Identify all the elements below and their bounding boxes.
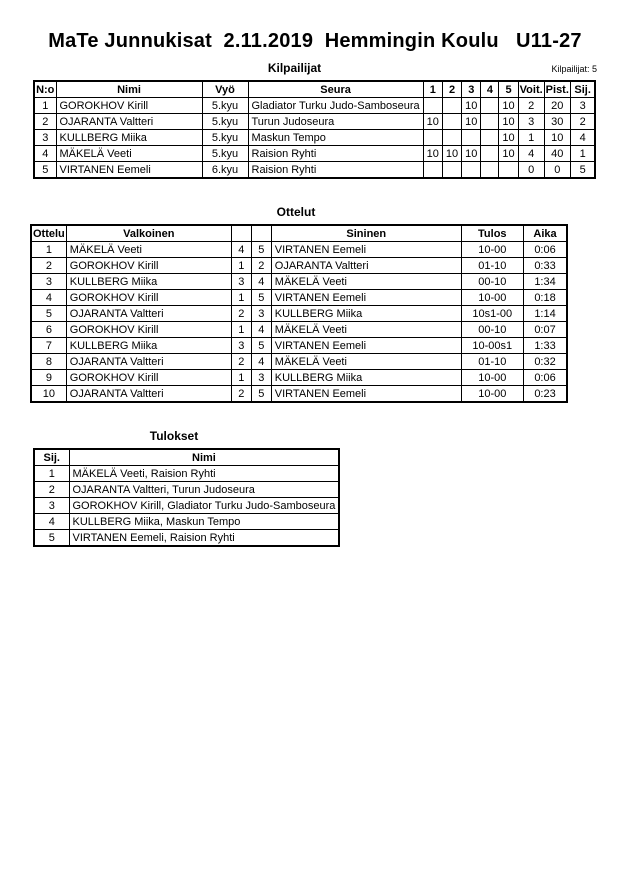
cell-seura: Turun Judoseura bbox=[248, 114, 423, 130]
header-grid-3: 3 bbox=[462, 81, 481, 98]
ottelu-row bbox=[31, 274, 567, 290]
cell-seura: Raision Ryhti bbox=[248, 162, 423, 179]
cell-tulos: 10-00 bbox=[461, 242, 523, 258]
cell-match-no: 5 bbox=[31, 306, 66, 322]
cell-white-name: GOROKHOV Kirill bbox=[66, 258, 231, 274]
cell-aika: 0:33 bbox=[523, 258, 567, 274]
header-grid-5: 5 bbox=[499, 81, 518, 98]
cell-grid-4 bbox=[481, 114, 499, 130]
cell-grid-3: 10 bbox=[462, 98, 481, 114]
cell-grid-2 bbox=[442, 130, 461, 146]
cell-grid-3 bbox=[462, 162, 481, 179]
cell-blue-name: MÄKELÄ Veeti bbox=[271, 274, 461, 290]
kilpailijat-header-row bbox=[34, 81, 595, 98]
cell-nimi bbox=[69, 498, 339, 514]
cell-grid-2 bbox=[442, 114, 461, 130]
header-ottelu: Ottelu bbox=[31, 225, 66, 242]
cell-vyo: 5.kyu bbox=[202, 114, 248, 130]
cell-blue-no: 5 bbox=[251, 386, 271, 403]
cell-white-name: KULLBERG Miika bbox=[66, 274, 231, 290]
cell-white-name: GOROKHOV Kirill bbox=[66, 290, 231, 306]
cell-no: 5 bbox=[34, 162, 56, 179]
cell-blue-no: 4 bbox=[251, 274, 271, 290]
kilpailijat-row bbox=[34, 98, 595, 114]
cell-grid-1 bbox=[423, 130, 442, 146]
cell-vyo: 5.kyu bbox=[202, 130, 248, 146]
page-title: MaTe Junnukisat 2.11.2019 Hemmingin Koulu U11-27 bbox=[48, 30, 582, 52]
cell-vyo: 5.kyu bbox=[202, 98, 248, 114]
cell-blue-name: VIRTANEN Eemeli bbox=[271, 242, 461, 258]
cell-aika: 1:14 bbox=[523, 306, 567, 322]
cell-grid-1 bbox=[423, 162, 442, 179]
cell-sij: 5 bbox=[570, 162, 595, 179]
cell-pist: 30 bbox=[544, 114, 570, 130]
cell-white-name: GOROKHOV Kirill bbox=[66, 322, 231, 338]
kilpailijat-row bbox=[34, 146, 595, 162]
tulokset-table bbox=[33, 448, 340, 547]
cell-sij: 3 bbox=[570, 98, 595, 114]
header-tulos: Tulos bbox=[461, 225, 523, 242]
cell-nimi: OJARANTA Valtteri bbox=[56, 114, 202, 130]
cell-blue-name: VIRTANEN Eemeli bbox=[271, 386, 461, 403]
ottelu-row bbox=[31, 386, 567, 403]
cell-voit: 2 bbox=[518, 98, 544, 114]
cell-sij: 3 bbox=[34, 498, 69, 514]
cell-match-no: 3 bbox=[31, 274, 66, 290]
ottelu-row bbox=[31, 242, 567, 258]
tulokset-row bbox=[34, 466, 339, 482]
cell-nimi: GOROKHOV Kirill bbox=[56, 98, 202, 114]
ottelut-header-row bbox=[31, 225, 567, 242]
ottelut-table bbox=[30, 224, 568, 403]
cell-nimi: MÄKELÄ Veeti, Raision Ryhti bbox=[69, 466, 339, 482]
tulokset-row bbox=[34, 530, 339, 547]
cell-white-name: KULLBERG Miika bbox=[66, 338, 231, 354]
cell-grid-5: 10 bbox=[499, 114, 518, 130]
header-nimi: Nimi bbox=[69, 449, 339, 466]
ottelu-row bbox=[31, 306, 567, 322]
cell-sij: 2 bbox=[34, 482, 69, 498]
cell-grid-3 bbox=[462, 130, 481, 146]
header-seura: Seura bbox=[248, 81, 423, 98]
header-aika: Aika bbox=[523, 225, 567, 242]
cell-grid-3: 10 bbox=[462, 114, 481, 130]
cell-aika: 1:33 bbox=[523, 338, 567, 354]
section-title-tulokset: Tulokset bbox=[149, 429, 199, 443]
header-empty-blue-no bbox=[251, 225, 271, 242]
kilpailijat-row bbox=[34, 114, 595, 130]
cell-grid-4 bbox=[481, 98, 499, 114]
header-voit: Voit. bbox=[518, 81, 544, 98]
header-sij: Sij. bbox=[34, 449, 69, 466]
cell-tulos: 00-10 bbox=[461, 322, 523, 338]
cell-sij: 1 bbox=[570, 146, 595, 162]
cell-nimi: KULLBERG Miika, Maskun Tempo bbox=[69, 514, 339, 530]
tulokset-section-header bbox=[0, 429, 630, 443]
ottelu-row bbox=[31, 258, 567, 274]
ottelu-row bbox=[31, 290, 567, 306]
cell-aika: 0:06 bbox=[523, 370, 567, 386]
kilpailijat-row bbox=[34, 130, 595, 146]
cell-blue-name: MÄKELÄ Veeti bbox=[271, 354, 461, 370]
cell-blue-no: 5 bbox=[251, 242, 271, 258]
cell-blue-name: VIRTANEN Eemeli bbox=[271, 338, 461, 354]
cell-no: 3 bbox=[34, 130, 56, 146]
cell-nimi: MÄKELÄ Veeti bbox=[56, 146, 202, 162]
cell-grid-1: 10 bbox=[423, 146, 442, 162]
cell-match-no: 1 bbox=[31, 242, 66, 258]
tulokset-header-row bbox=[34, 449, 339, 466]
ottelu-row bbox=[31, 322, 567, 338]
cell-grid-5: 10 bbox=[499, 130, 518, 146]
cell-sij: 4 bbox=[570, 130, 595, 146]
header-nimi: Nimi bbox=[56, 81, 202, 98]
cell-tulos: 00-10 bbox=[461, 274, 523, 290]
section-title-kilpailijat: Kilpailijat bbox=[267, 61, 322, 75]
cell-voit: 3 bbox=[518, 114, 544, 130]
cell-grid-4 bbox=[481, 162, 499, 179]
cell-tulos: 10-00 bbox=[461, 386, 523, 403]
cell-blue-no: 5 bbox=[251, 290, 271, 306]
cell-grid-2: 10 bbox=[442, 146, 461, 162]
cell-white-name: MÄKELÄ Veeti bbox=[66, 242, 231, 258]
cell-nimi: KULLBERG Miika bbox=[56, 130, 202, 146]
cell-voit: 1 bbox=[518, 130, 544, 146]
header-sij: Sij. bbox=[570, 81, 595, 98]
seura-text: Gladiator Turku Judo-Samboseura bbox=[251, 99, 420, 112]
section-title-ottelut: Ottelut bbox=[276, 205, 316, 219]
header-empty-white-no bbox=[231, 225, 251, 242]
cell-seura: Maskun Tempo bbox=[248, 130, 423, 146]
kilpailijat-section-header bbox=[0, 61, 630, 76]
cell-blue-no: 5 bbox=[251, 338, 271, 354]
kilpailijat-row bbox=[34, 162, 595, 179]
cell-grid-1 bbox=[423, 98, 442, 114]
cell-tulos: 01-10 bbox=[461, 354, 523, 370]
cell-no: 1 bbox=[34, 98, 56, 114]
cell-blue-name: VIRTANEN Eemeli bbox=[271, 290, 461, 306]
cell-white-no: 1 bbox=[231, 290, 251, 306]
cell-no: 4 bbox=[34, 146, 56, 162]
ottelu-row bbox=[31, 338, 567, 354]
cell-aika: 0:07 bbox=[523, 322, 567, 338]
cell-white-no: 3 bbox=[231, 338, 251, 354]
cell-aika: 0:06 bbox=[523, 242, 567, 258]
tulokset-row bbox=[34, 498, 339, 514]
cell-match-no: 7 bbox=[31, 338, 66, 354]
cell-white-no: 1 bbox=[231, 322, 251, 338]
header-grid-2: 2 bbox=[442, 81, 461, 98]
cell-grid-4 bbox=[481, 146, 499, 162]
header-grid-4: 4 bbox=[481, 81, 499, 98]
cell-white-no: 1 bbox=[231, 258, 251, 274]
cell-grid-3: 10 bbox=[462, 146, 481, 162]
cell-seura bbox=[248, 98, 423, 114]
nimi-text: GOROKHOV Kirill, Gladiator Turku Judo-Samboseura bbox=[72, 499, 336, 512]
cell-sij: 1 bbox=[34, 466, 69, 482]
cell-sij: 2 bbox=[570, 114, 595, 130]
ottelu-row bbox=[31, 354, 567, 370]
cell-white-name: OJARANTA Valtteri bbox=[66, 386, 231, 403]
cell-grid-2 bbox=[442, 162, 461, 179]
header-sininen: Sininen bbox=[271, 225, 461, 242]
tulokset-row bbox=[34, 482, 339, 498]
cell-blue-name: KULLBERG Miika bbox=[271, 306, 461, 322]
cell-aika: 0:32 bbox=[523, 354, 567, 370]
cell-white-no: 1 bbox=[231, 370, 251, 386]
cell-blue-no: 3 bbox=[251, 370, 271, 386]
cell-white-no: 2 bbox=[231, 306, 251, 322]
ottelu-row bbox=[31, 370, 567, 386]
cell-match-no: 2 bbox=[31, 258, 66, 274]
cell-white-name: OJARANTA Valtteri bbox=[66, 354, 231, 370]
tulokset-row bbox=[34, 514, 339, 530]
header-vyo: Vyö bbox=[202, 81, 248, 98]
cell-aika: 0:18 bbox=[523, 290, 567, 306]
cell-blue-no: 2 bbox=[251, 258, 271, 274]
cell-blue-no: 3 bbox=[251, 306, 271, 322]
cell-white-no: 2 bbox=[231, 354, 251, 370]
cell-match-no: 9 bbox=[31, 370, 66, 386]
cell-blue-no: 4 bbox=[251, 354, 271, 370]
cell-white-no: 4 bbox=[231, 242, 251, 258]
cell-nimi: VIRTANEN Eemeli bbox=[56, 162, 202, 179]
cell-grid-5 bbox=[499, 162, 518, 179]
cell-blue-name: KULLBERG Miika bbox=[271, 370, 461, 386]
cell-grid-4 bbox=[481, 130, 499, 146]
header-grid-1: 1 bbox=[423, 81, 442, 98]
cell-aika: 1:34 bbox=[523, 274, 567, 290]
cell-seura: Raision Ryhti bbox=[248, 146, 423, 162]
header-pist: Pist. bbox=[544, 81, 570, 98]
cell-sij: 4 bbox=[34, 514, 69, 530]
cell-tulos: 01-10 bbox=[461, 258, 523, 274]
kilpailijat-table bbox=[33, 80, 596, 179]
cell-vyo: 5.kyu bbox=[202, 146, 248, 162]
cell-grid-5: 10 bbox=[499, 146, 518, 162]
cell-voit: 4 bbox=[518, 146, 544, 162]
cell-match-no: 8 bbox=[31, 354, 66, 370]
cell-white-name: GOROKHOV Kirill bbox=[66, 370, 231, 386]
cell-blue-name: MÄKELÄ Veeti bbox=[271, 322, 461, 338]
cell-match-no: 6 bbox=[31, 322, 66, 338]
cell-voit: 0 bbox=[518, 162, 544, 179]
header-valkoinen: Valkoinen bbox=[66, 225, 231, 242]
cell-pist: 40 bbox=[544, 146, 570, 162]
cell-tulos: 10-00 bbox=[461, 290, 523, 306]
cell-no: 2 bbox=[34, 114, 56, 130]
cell-aika: 0:23 bbox=[523, 386, 567, 403]
cell-match-no: 4 bbox=[31, 290, 66, 306]
cell-white-no: 2 bbox=[231, 386, 251, 403]
cell-white-no: 3 bbox=[231, 274, 251, 290]
cell-tulos: 10-00s1 bbox=[461, 338, 523, 354]
cell-nimi: VIRTANEN Eemeli, Raision Ryhti bbox=[69, 530, 339, 547]
cell-nimi: OJARANTA Valtteri, Turun Judoseura bbox=[69, 482, 339, 498]
cell-blue-no: 4 bbox=[251, 322, 271, 338]
cell-pist: 10 bbox=[544, 130, 570, 146]
cell-vyo: 6.kyu bbox=[202, 162, 248, 179]
cell-grid-1: 10 bbox=[423, 114, 442, 130]
cell-grid-2 bbox=[442, 98, 461, 114]
cell-grid-5: 10 bbox=[499, 98, 518, 114]
cell-tulos: 10-00 bbox=[461, 370, 523, 386]
cell-white-name: OJARANTA Valtteri bbox=[66, 306, 231, 322]
cell-tulos: 10s1-00 bbox=[461, 306, 523, 322]
cell-pist: 20 bbox=[544, 98, 570, 114]
cell-sij: 5 bbox=[34, 530, 69, 547]
header-no: N:o bbox=[34, 81, 56, 98]
cell-match-no: 10 bbox=[31, 386, 66, 403]
cell-pist: 0 bbox=[544, 162, 570, 179]
competitors-count-label: Kilpailijat: 5 bbox=[551, 64, 597, 74]
ottelut-section-header bbox=[0, 205, 630, 219]
cell-blue-name: OJARANTA Valtteri bbox=[271, 258, 461, 274]
